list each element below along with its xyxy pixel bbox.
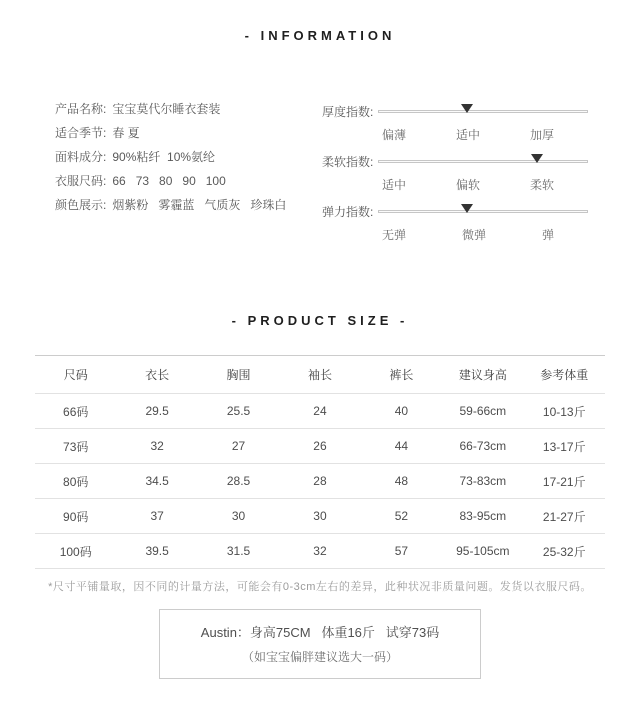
table-cell: 90码 xyxy=(35,499,116,534)
table-header-cell: 袖长 xyxy=(279,356,360,394)
table-cell: 37 xyxy=(116,499,197,534)
index-label: 柔软指数: xyxy=(322,154,374,169)
table-cell: 25-32斤 xyxy=(524,534,605,569)
size-chart-body xyxy=(35,394,605,569)
info-label: 适合季节: xyxy=(55,126,107,140)
table-cell: 27 xyxy=(198,429,279,464)
index-sliders xyxy=(322,101,588,253)
index-option-label: 柔软 xyxy=(529,178,554,192)
index-label: 厚度指数: xyxy=(322,104,374,119)
index-option-label: 弹 xyxy=(541,228,554,242)
table-row xyxy=(35,464,605,499)
table-header-cell: 裤长 xyxy=(361,356,442,394)
table-cell: 52 xyxy=(361,499,442,534)
size-chart-table xyxy=(35,355,605,569)
table-header-row xyxy=(35,356,605,394)
table-cell: 17-21斤 xyxy=(524,464,605,499)
info-value: 宝宝莫代尔睡衣套装 xyxy=(112,102,221,116)
index-slider-track xyxy=(378,210,588,213)
info-value: 66 73 80 90 100 xyxy=(112,174,226,188)
index-option-labels xyxy=(382,126,554,143)
index-option-labels xyxy=(382,176,554,193)
information-section-title: - INFORMATION xyxy=(244,28,396,43)
index-slider-group xyxy=(322,153,588,193)
info-label: 面料成分: xyxy=(55,150,107,164)
table-cell: 59-66cm xyxy=(442,394,523,429)
table-cell: 95-105cm xyxy=(442,534,523,569)
index-slider-track xyxy=(378,110,588,113)
table-header-cell: 胸围 xyxy=(198,356,279,394)
table-cell: 31.5 xyxy=(198,534,279,569)
table-cell: 10-13斤 xyxy=(524,394,605,429)
table-cell: 28.5 xyxy=(198,464,279,499)
index-label: 弹力指数: xyxy=(322,204,374,219)
info-value: 烟紫粉 雾霾蓝 气质灰 珍珠白 xyxy=(112,198,287,212)
table-cell: 66码 xyxy=(35,394,116,429)
table-cell: 30 xyxy=(279,499,360,534)
table-cell: 32 xyxy=(279,534,360,569)
info-row xyxy=(55,173,317,189)
information-area xyxy=(0,101,640,253)
table-cell: 13-17斤 xyxy=(524,429,605,464)
table-cell: 29.5 xyxy=(116,394,197,429)
table-cell: 100码 xyxy=(35,534,116,569)
index-marker-triangle-icon xyxy=(461,104,473,113)
table-cell: 30 xyxy=(198,499,279,534)
size-chart-header xyxy=(35,356,605,394)
table-cell: 21-27斤 xyxy=(524,499,605,534)
index-marker-triangle-icon xyxy=(461,204,473,213)
table-cell: 40 xyxy=(361,394,442,429)
table-row xyxy=(35,534,605,569)
table-cell: 39.5 xyxy=(116,534,197,569)
info-row xyxy=(55,125,317,141)
index-option-label: 适中 xyxy=(455,128,480,142)
index-option-label: 偏软 xyxy=(455,178,480,192)
info-value: 春 夏 xyxy=(112,126,140,140)
index-slider-track xyxy=(378,160,588,163)
table-cell: 48 xyxy=(361,464,442,499)
info-value: 90%粘纤 10%氨纶 xyxy=(112,150,216,164)
info-row xyxy=(55,197,317,213)
product-info-list xyxy=(55,101,317,253)
table-header-cell: 参考体重 xyxy=(524,356,605,394)
index-option-label: 适中 xyxy=(382,178,407,192)
measurement-footnote: *尺寸平铺量取，因不同的计量方法，可能会有0-3cm左右的差异，此种状况非质量问题。发货以衣服尺码。 xyxy=(48,581,592,593)
table-cell: 26 xyxy=(279,429,360,464)
index-slider-row xyxy=(322,103,588,119)
index-slider-group xyxy=(322,203,588,243)
index-option-label: 加厚 xyxy=(529,128,554,142)
model-fit-box xyxy=(159,609,481,679)
index-slider-row xyxy=(322,203,588,219)
table-header-cell: 建议身高 xyxy=(442,356,523,394)
table-cell: 28 xyxy=(279,464,360,499)
table-cell: 25.5 xyxy=(198,394,279,429)
table-cell: 73码 xyxy=(35,429,116,464)
info-row xyxy=(55,101,317,117)
table-row xyxy=(35,499,605,534)
table-cell: 80码 xyxy=(35,464,116,499)
table-cell: 57 xyxy=(361,534,442,569)
table-row xyxy=(35,394,605,429)
info-label: 颜色展示: xyxy=(55,198,107,212)
table-cell: 44 xyxy=(361,429,442,464)
index-option-label: 微弹 xyxy=(461,228,486,242)
index-marker-triangle-icon xyxy=(531,154,543,163)
table-header-cell: 衣长 xyxy=(116,356,197,394)
table-cell: 32 xyxy=(116,429,197,464)
table-header-cell: 尺码 xyxy=(35,356,116,394)
table-cell: 34.5 xyxy=(116,464,197,499)
index-slider-group xyxy=(322,103,588,143)
model-fit-tip: （如宝宝偏胖建议选大一码） xyxy=(241,650,398,664)
product-size-section-title: - PRODUCT SIZE - xyxy=(231,313,409,328)
table-cell: 24 xyxy=(279,394,360,429)
index-slider-row xyxy=(322,153,588,169)
info-row xyxy=(55,149,317,165)
index-option-label: 无弹 xyxy=(382,228,407,242)
model-fit-line: Austin：身高75CM 体重16斤 试穿73码 xyxy=(200,625,440,640)
index-option-label: 偏薄 xyxy=(382,128,407,142)
table-cell: 83-95cm xyxy=(442,499,523,534)
info-label: 产品名称: xyxy=(55,102,107,116)
table-cell: 66-73cm xyxy=(442,429,523,464)
table-row xyxy=(35,429,605,464)
index-option-labels xyxy=(382,226,554,243)
info-label: 衣服尺码: xyxy=(55,174,107,188)
table-cell: 73-83cm xyxy=(442,464,523,499)
